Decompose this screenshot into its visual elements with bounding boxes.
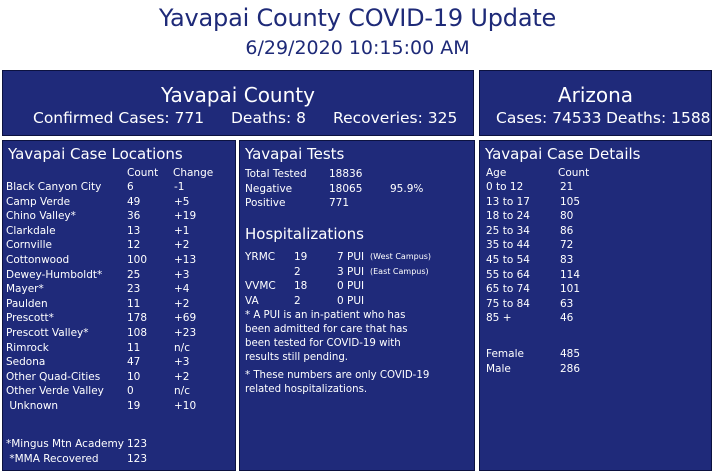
location-count: 47 (127, 356, 141, 369)
hospital-pui: 0 PUI (337, 280, 365, 293)
age-count: 105 (560, 195, 581, 208)
location-count: 108 (127, 327, 148, 339)
hospital-name: YRMC (245, 251, 276, 263)
pui-note-line: results still pending. (245, 352, 349, 363)
arizona-summary-title: Arizona (557, 83, 634, 107)
location-name: Dewey-Humboldt* (6, 268, 103, 281)
age-range: 85 + (486, 312, 512, 325)
location-row (3, 224, 235, 238)
hospitalization-note (245, 369, 471, 397)
gender-label: Female (486, 348, 524, 360)
arizona-cases: Cases: 74533 (496, 109, 602, 127)
location-change: n/c (174, 341, 190, 354)
hospital-row (240, 265, 474, 279)
age-row (480, 297, 711, 311)
location-name: Camp Verde (6, 195, 71, 208)
location-name: Paulden (6, 297, 48, 310)
hospital-count: 2 (294, 294, 301, 307)
location-change: +10 (174, 400, 197, 412)
location-name: Unknown (6, 400, 59, 412)
hospital-pui: 7 PUI (337, 251, 365, 263)
case-locations-title: Yavapai Case Locations (8, 145, 183, 163)
age-range: 55 to 64 (486, 268, 530, 281)
update-timestamp: 6/29/2020 10:15:00 AM (245, 37, 470, 59)
age-column-header: Age (486, 167, 507, 179)
hospital-campus: (West Campus) (370, 252, 432, 261)
location-row (3, 195, 235, 209)
test-value: 771 (329, 197, 350, 210)
age-range: 13 to 17 (486, 195, 530, 208)
age-count: 63 (560, 297, 574, 310)
location-change: +4 (174, 283, 190, 296)
tests-title: Yavapai Tests (245, 145, 345, 163)
test-label: Negative (245, 182, 293, 195)
location-name: Prescott* (6, 312, 54, 325)
location-change: -1 (174, 181, 185, 193)
gender-row (480, 347, 711, 361)
location-name: Cottonwood (6, 254, 70, 266)
test-row (240, 182, 474, 196)
location-count: 0 (127, 385, 134, 398)
hospital-count: 19 (294, 251, 308, 263)
location-change: +3 (174, 356, 190, 369)
location-row (3, 384, 235, 398)
age-row (480, 209, 711, 223)
location-change: +13 (174, 254, 197, 266)
location-row (3, 297, 235, 311)
age-count: 46 (560, 312, 574, 325)
location-count: 11 (127, 341, 141, 354)
hospital-row (240, 250, 474, 264)
location-row (3, 180, 235, 194)
age-count: 101 (560, 283, 581, 296)
location-count: 49 (127, 195, 141, 208)
location-count: 100 (127, 254, 148, 266)
location-name: Other Quad-Cities (6, 370, 101, 383)
location-count: 36 (127, 210, 141, 223)
arizona-summary-panel (479, 70, 712, 136)
case-details-header (480, 166, 711, 180)
location-name: Sedona (6, 356, 46, 369)
hospitalizations-title: Hospitalizations (245, 225, 364, 243)
test-row (240, 196, 474, 210)
location-count: 23 (127, 283, 141, 296)
age-count: 72 (560, 239, 574, 252)
location-name: Other Verde Valley (6, 385, 104, 398)
county-deaths: Deaths: 8 (231, 109, 306, 127)
pui-note-line: been admitted for care that has (245, 324, 408, 335)
location-extra-count: 123 (127, 438, 148, 450)
test-label: Total Tested (245, 168, 307, 180)
county-summary-title: Yavapai County (161, 83, 315, 107)
location-count: 178 (127, 312, 148, 325)
location-extra-count: 123 (127, 452, 148, 465)
county-recoveries: Recoveries: 325 (333, 109, 458, 127)
age-row (480, 224, 711, 238)
location-row (3, 268, 235, 282)
case-details-panel (479, 140, 712, 471)
county-summary-panel (2, 70, 474, 136)
location-change: +2 (174, 239, 190, 252)
location-change: +69 (174, 312, 197, 325)
age-row (480, 282, 711, 296)
location-row (3, 341, 235, 355)
hospital-name: VVMC (245, 280, 276, 293)
count-column-header: Count (127, 167, 159, 179)
location-name: Cornville (6, 239, 52, 252)
age-row (480, 180, 711, 194)
location-name: Prescott Valley* (6, 327, 89, 339)
pui-note-line: been tested for COVID-19 with (245, 338, 401, 349)
age-row (480, 195, 711, 209)
hospital-campus: (East Campus) (370, 266, 429, 276)
location-row (3, 326, 235, 340)
hospital-count: 2 (294, 265, 301, 278)
age-range: 0 to 12 (486, 181, 524, 193)
age-range: 25 to 34 (486, 224, 530, 237)
hospital-pui: 0 PUI (337, 294, 365, 307)
age-count: 86 (560, 224, 574, 237)
hospital-name: VA (245, 294, 259, 307)
age-row (480, 311, 711, 325)
gender-row (480, 362, 711, 376)
location-extra-name: *Mingus Mtn Academy (6, 438, 124, 450)
test-value: 18065 (329, 182, 363, 195)
location-count: 12 (127, 239, 141, 252)
pui-note (245, 309, 471, 365)
location-change: +19 (174, 210, 197, 223)
location-change: +5 (174, 195, 190, 208)
location-row (3, 370, 235, 384)
age-row (480, 253, 711, 267)
location-count: 19 (127, 400, 141, 412)
location-change: +23 (174, 327, 197, 339)
location-row (3, 238, 235, 252)
age-range: 35 to 44 (486, 239, 530, 252)
location-row (3, 209, 235, 223)
gender-count: 286 (560, 362, 581, 375)
location-row (3, 282, 235, 296)
age-count: 80 (560, 210, 574, 223)
location-row (3, 399, 235, 413)
count-column-header: Count (558, 167, 590, 179)
location-name: Clarkdale (6, 224, 56, 237)
test-row (240, 167, 474, 181)
case-locations-header (3, 166, 235, 180)
age-range: 75 to 84 (486, 297, 530, 310)
location-extra-name: *MMA Recovered (6, 452, 99, 465)
hospitalization-note-line: related hospitalizations. (245, 384, 368, 395)
age-row (480, 238, 711, 252)
hospital-row (240, 279, 474, 293)
hospital-count: 18 (294, 280, 308, 293)
location-count: 25 (127, 268, 141, 281)
location-row (3, 253, 235, 267)
location-change: +1 (174, 224, 190, 237)
tests-panel (239, 140, 475, 471)
location-name: Chino Valley* (6, 210, 76, 223)
hospitalization-note-line: * These numbers are only COVID-19 (245, 370, 430, 381)
age-row (480, 268, 711, 282)
gender-label: Male (486, 362, 511, 375)
location-change: +3 (174, 268, 190, 281)
location-extra-row (3, 437, 235, 451)
age-range: 45 to 54 (486, 254, 530, 266)
confirmed-cases: Confirmed Cases: 771 (33, 109, 205, 127)
location-change: n/c (174, 385, 190, 398)
test-value: 18836 (329, 168, 363, 180)
location-change: +2 (174, 370, 190, 383)
age-range: 18 to 24 (486, 210, 530, 223)
location-row (3, 311, 235, 325)
hospital-row (240, 294, 474, 308)
case-details-title: Yavapai Case Details (485, 145, 641, 163)
pui-note-line: * A PUI is an in-patient who has (245, 310, 406, 321)
arizona-deaths: Deaths: 1588 (606, 109, 711, 127)
age-count: 83 (560, 254, 574, 266)
age-range: 65 to 74 (486, 283, 530, 296)
location-name: Black Canyon City (6, 181, 102, 193)
hospital-pui: 3 PUI (337, 265, 365, 278)
location-count: 13 (127, 224, 141, 237)
location-count: 10 (127, 370, 141, 383)
location-row (3, 355, 235, 369)
test-label: Positive (245, 197, 286, 210)
change-column-header: Change (173, 167, 214, 179)
location-count: 6 (127, 181, 134, 193)
location-name: Rimrock (6, 341, 49, 354)
case-locations-panel (2, 140, 236, 471)
test-percent: 95.9% (390, 182, 424, 195)
location-count: 11 (127, 297, 141, 310)
age-count: 114 (560, 268, 581, 281)
gender-count: 485 (560, 348, 581, 360)
location-change: +2 (174, 297, 190, 310)
location-extra-row (3, 452, 235, 466)
page-title: Yavapai County COVID-19 Update (158, 4, 557, 32)
location-name: Mayer* (6, 283, 44, 296)
age-count: 21 (560, 181, 574, 193)
